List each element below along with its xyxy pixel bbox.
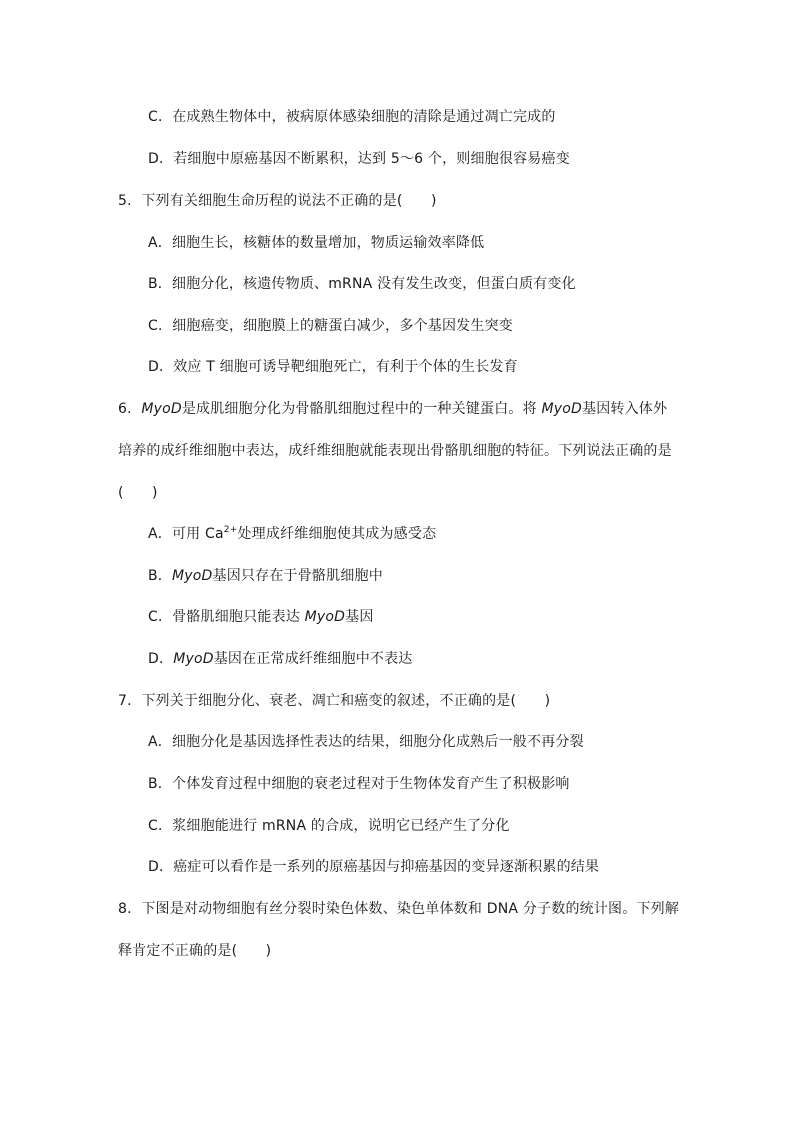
superscript: 2+ [223, 525, 238, 535]
question-7-stem [118, 691, 550, 711]
question-6-line3 [118, 483, 158, 503]
option-7c [148, 816, 510, 836]
question-text: 下列关于细胞分化、衰老、凋亡和癌变的叙述，不正确的是( ) [141, 693, 551, 709]
option-text: 细胞分化，核遗传物质、mRNA 没有发生改变，但蛋白质有变化 [172, 276, 576, 292]
gene-name: MyoD [141, 401, 182, 417]
question-text-continued: 基因转入体外 [582, 401, 668, 417]
option-label: A． [148, 526, 172, 542]
question-5-stem [118, 191, 437, 211]
question-text: 培养的成纤维细胞中表达，成纤维细胞就能表现出骨骼肌细胞的特征。下列说法正确的是 [118, 443, 672, 459]
question-text: 释肯定不正确的是( ) [118, 943, 272, 959]
option-5b [148, 274, 576, 294]
question-text: 是成肌细胞分化为骨骼肌细胞过程中的一种关键蛋白。将 [181, 401, 537, 417]
option-text: 浆细胞能进行 mRNA 的合成，说明它已经产生了分化 [172, 818, 510, 834]
option-4c [148, 107, 556, 127]
option-7d [148, 857, 599, 877]
option-text-continued: 基因 [345, 609, 374, 625]
option-6b [148, 566, 383, 586]
option-text-continued: 处理成纤维细胞使其成为感受态 [237, 526, 437, 542]
option-label: B． [148, 276, 173, 292]
option-7a [148, 732, 584, 752]
option-label: B． [148, 776, 173, 792]
option-label: B． [148, 568, 173, 584]
question-8-line2 [118, 941, 271, 961]
question-number: 7． [118, 693, 142, 709]
option-5d [148, 357, 518, 377]
option-label: C． [148, 609, 173, 625]
option-text: 细胞分化是基因选择性表达的结果，细胞分化成熟后一般不再分裂 [171, 734, 584, 750]
option-text: 效应 T 细胞可诱导靶细胞死亡，有利于个体的生长发育 [173, 359, 518, 375]
option-text: 基因在正常成纤维细胞中不表达 [213, 651, 413, 667]
gene-name: MyoD [172, 568, 213, 584]
question-number: 5． [118, 193, 142, 209]
option-6d [148, 649, 413, 669]
option-text: 基因只存在于骨骼肌细胞中 [212, 568, 383, 584]
option-6a [148, 524, 436, 544]
gene-name: MyoD [541, 401, 582, 417]
option-label: C． [148, 318, 173, 334]
question-8-stem [118, 899, 679, 919]
question-number: 8． [118, 901, 142, 917]
gene-name: MyoD [304, 609, 346, 625]
option-text: 癌症可以看作是一系列的原癌基因与抑癌基因的变异逐渐积累的结果 [173, 859, 600, 875]
option-6c [148, 607, 374, 627]
question-text: 下列有关细胞生命历程的说法不正确的是( ) [141, 193, 437, 209]
option-4d [148, 149, 570, 169]
option-7b [148, 774, 570, 794]
option-label: D． [148, 359, 174, 375]
option-text: 在成熟生物体中，被病原体感染细胞的清除是通过凋亡完成的 [172, 109, 556, 125]
option-label: D． [148, 651, 174, 667]
question-6-line2 [118, 441, 672, 461]
option-text: 骨骼肌细胞只能表达 [172, 609, 300, 625]
question-number: 6． [118, 401, 142, 417]
option-text: 可用 Ca [171, 526, 224, 542]
option-label: A． [148, 235, 172, 251]
gene-name: MyoD [173, 651, 214, 667]
option-text: 个体发育过程中细胞的衰老过程对于生物体发育产生了积极影响 [172, 776, 570, 792]
option-text: 细胞生长，核糖体的数量增加，物质运输效率降低 [171, 235, 485, 251]
option-label: C． [148, 818, 173, 834]
question-text: 下图是对动物细胞有丝分裂时染色体数、染色单体数和 DNA 分子数的统计图。下列解 [141, 901, 680, 917]
option-label: A． [148, 734, 172, 750]
answer-blank: ( ) [118, 485, 158, 501]
option-label: C． [148, 109, 173, 125]
option-5c [148, 316, 513, 336]
option-label: D． [148, 859, 174, 875]
option-5a [148, 233, 484, 253]
option-text: 细胞癌变，细胞膜上的糖蛋白减少，多个基因发生突变 [172, 318, 513, 334]
option-label: D． [148, 151, 174, 167]
option-text: 若细胞中原癌基因不断累积，达到 5～6 个，则细胞很容易癌变 [173, 151, 570, 167]
question-6-stem [118, 399, 667, 419]
